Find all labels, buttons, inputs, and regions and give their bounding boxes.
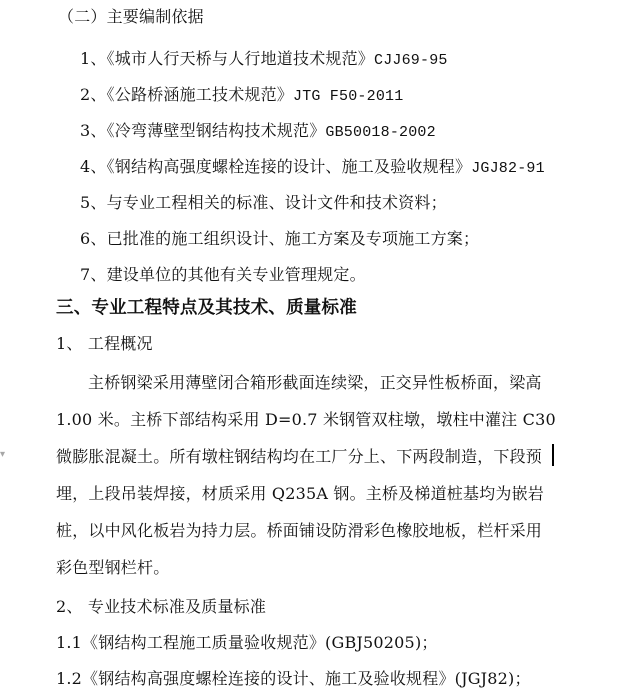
basis-item-4: [80, 156, 545, 180]
basis-item-number: 2、: [80, 85, 107, 104]
overview-line-1: 主桥钢梁采用薄壁闭合箱形截面连续梁，正交异性板桥面，梁高: [88, 373, 542, 392]
basis-item-code: JGJ82-91: [471, 160, 545, 177]
basis-item-3: [80, 120, 436, 144]
basis-item-title: 《冷弯薄壁型钢结构技术规范》: [106, 121, 326, 140]
sub2-heading: 2、 专业技术标准及质量标准: [56, 597, 267, 616]
basis-item-5: 5、与专业工程相关的标准、设计文件和技术资料；: [80, 193, 447, 212]
overview-line-2: 1.00 米。主桥下部结构采用 D=0.7 米钢管双柱墩，墩柱中灌注 C30: [56, 410, 556, 429]
basis-item-2: [80, 84, 403, 108]
basis-item-6: 6、已批准的施工组织设计、施工方案及专项施工方案；: [80, 229, 480, 248]
standard-item-1-2: 1.2《钢结构高强度螺栓连接的设计、施工及验收规程》(JGJ82)；: [56, 669, 531, 688]
basis-item-title: 《城市人行天桥与人行地道技术规范》: [106, 49, 374, 68]
basis-item-code: CJJ69-95: [374, 52, 448, 69]
basis-item-number: 3、: [80, 121, 107, 140]
section-two-heading: （二）主要编制依据: [58, 7, 204, 26]
sub1-heading: 1、 工程概况: [56, 334, 153, 353]
overview-line-4: 埋，上段吊装焊接，材质采用 Q235A 钢。主桥及梯道桩基均为嵌岩: [56, 484, 544, 503]
basis-item-number: 4、: [80, 157, 107, 176]
collapse-arrow-icon[interactable]: ▾: [0, 449, 6, 460]
basis-item-1: [80, 48, 448, 72]
text-cursor: [552, 444, 554, 466]
standard-item-1-1: 1.1《钢结构工程施工质量验收规范》(GBJ50205)；: [56, 633, 438, 652]
overview-line-5: 桩，以中风化板岩为持力层。桥面铺设防滑彩色橡胶地板，栏杆采用: [56, 521, 543, 540]
basis-item-title: 《钢结构高强度螺栓连接的设计、施工及验收规程》: [106, 157, 472, 176]
basis-item-7: 7、建设单位的其他有关专业管理规定。: [80, 265, 366, 284]
section-three-heading: 三、专业工程特点及其技术、质量标准: [56, 298, 357, 318]
basis-item-title: 《公路桥涵施工技术规范》: [106, 85, 293, 104]
overview-line-3: 微膨胀混凝土。所有墩柱钢结构均在工厂分上、下两段制造，下段预: [56, 447, 543, 466]
basis-item-number: 1、: [80, 49, 107, 68]
basis-item-code: JTG F50-2011: [293, 88, 404, 105]
basis-item-code: GB50018-2002: [325, 124, 436, 141]
overview-line-6: 彩色型钢栏杆。: [56, 558, 170, 577]
